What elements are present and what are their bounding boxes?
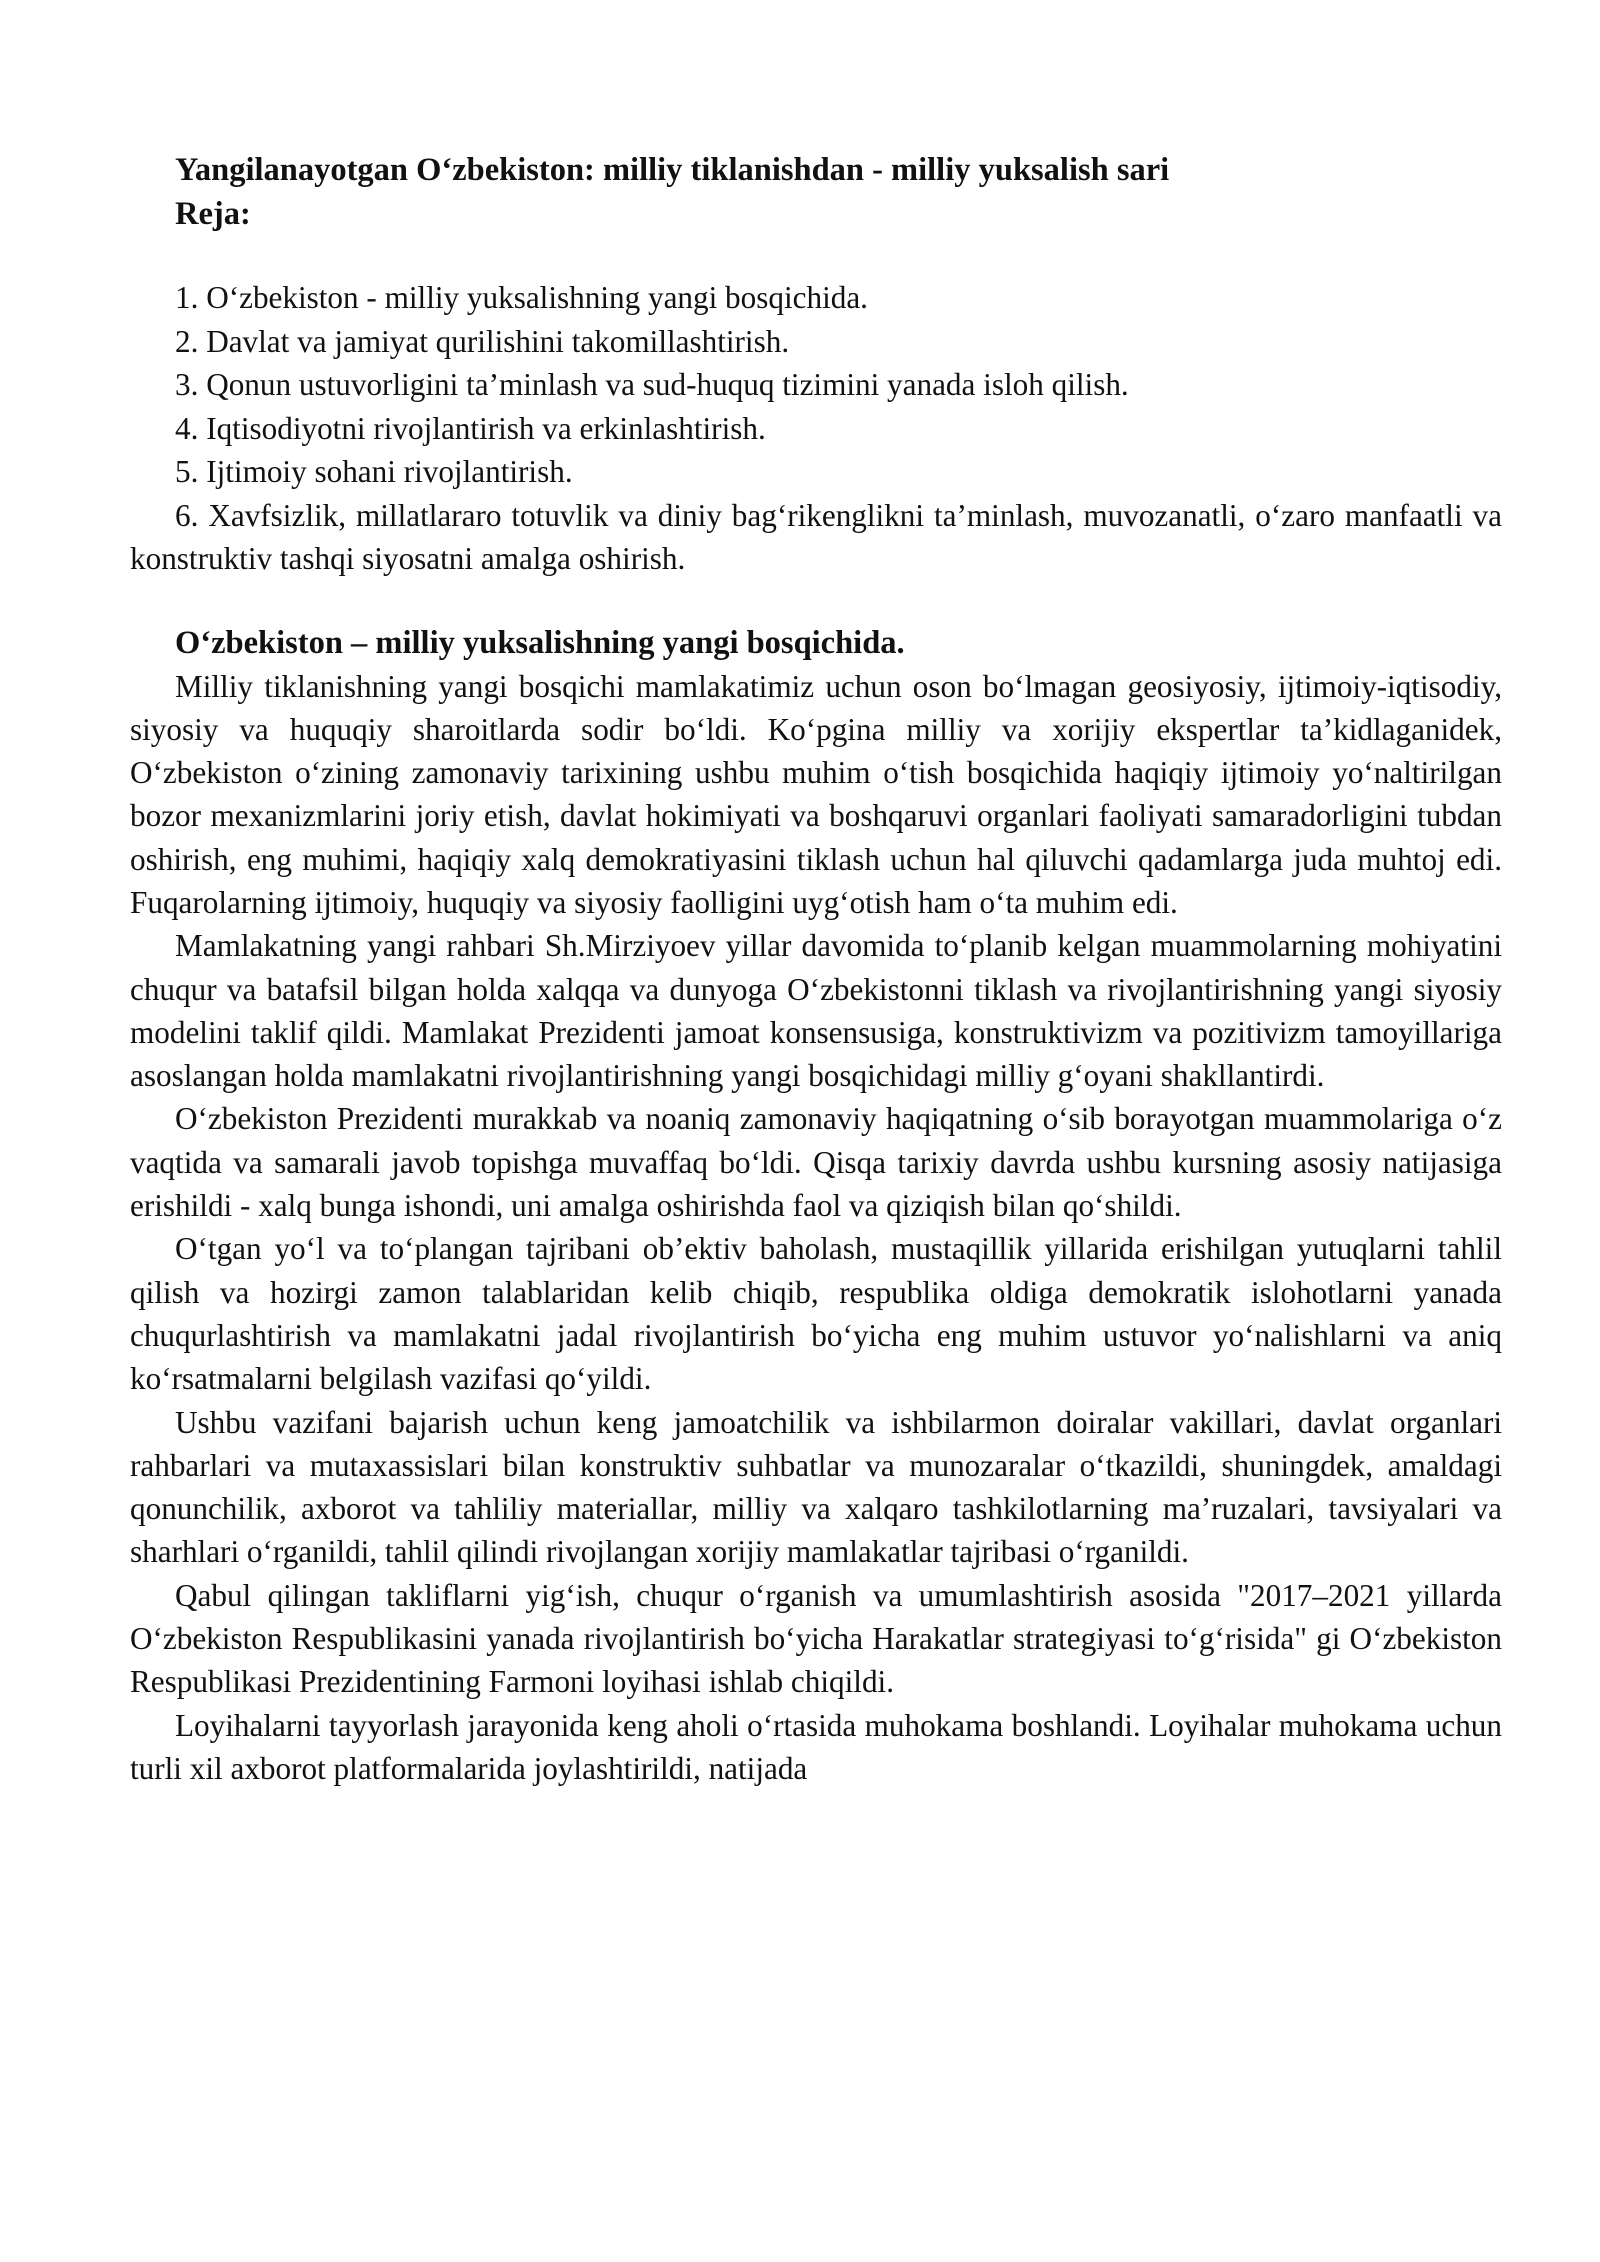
plan-item: 4. Iqtisodiyotni rivojlantirish va erkinlashtirish. — [175, 410, 766, 446]
paragraph: O‘zbekiston Prezidenti murakkab va noaniq zamonaviy haqiqatning o‘sib borayotgan muammolariga o‘z vaqtida va samarali javob topishga muvaffaq bo‘ldi. Qisqa tarixiy davrda ushbu kursning asosiy natijasiga erishildi - xalq bunga ishondi, uni amalga oshirishda faol va qiziqish bilan qo‘shildi. — [130, 1101, 1502, 1224]
plan-label: Reja: — [175, 196, 251, 232]
section-body — [130, 665, 1502, 1791]
paragraph: Mamlakatning yangi rahbari Sh.Mirziyoev yillar davomida to‘planib kelgan muammolarning mohiyatini chuqur va batafsil bilgan holda xalqqa va dunyoga O‘zbekistonni tiklash va rivojlantirishning yangi siyosiy modelini taklif qildi. Mamlakat Prezidenti jamoat konsensusiga, konstruktivizm va pozitivizm tamoyillariga asoslangan holda mamlakatni rivojlantirishning yangi bosqichidagi milliy g‘oyani shakllantirdi. — [130, 928, 1502, 1094]
plan-item: 1. O‘zbekiston - milliy yuksalishning yangi bosqichida. — [175, 280, 868, 315]
document-title: Yangilanayotgan O‘zbekiston: milliy tiklanishdan - milliy yuksalish sari — [175, 152, 1170, 188]
section-heading: O‘zbekiston – milliy yuksalishning yangi bosqichida. — [175, 624, 905, 661]
paragraph: Qabul qilingan takliflarni yig‘ish, chuqur o‘rganish va umumlashtirish asosida "2017–2021 yillarda O‘zbekiston Respublikasini yanada rivojlantirish bo‘yicha Harakatlar strategiyasi to‘g‘risida" gi O‘zbekiston Respublikasi Prezidentining Farmoni loyihasi ishlab chiqildi. — [130, 1577, 1502, 1700]
plan-item: 6. Xavfsizlik, millatlararo totuvlik va diniy bag‘rikenglikni ta’minlash, muvozanatli, o‘zaro manfaatli va konstruktiv tashqi siyosatni amalga oshirish. — [130, 497, 1502, 576]
paragraph: Loyihalarni tayyorlash jarayonida keng aholi o‘rtasida muhokama boshlandi. Loyihalar muhokama uchun turli xil axborot platformalarida joylashtirildi, natijada — [130, 1707, 1502, 1786]
plan-item: 3. Qonun ustuvorligini ta’minlash va sud-huquq tizimini yanada isloh qilish. — [175, 367, 1129, 402]
paragraph: Milliy tiklanishning yangi bosqichi mamlakatimiz uchun oson bo‘lmagan geosiyosiy, ijtimoiy-iqtisodiy, siyosiy va huquqiy sharoitlarda sodir bo‘ldi. Ko‘pgina milliy va xorijiy ekspertlar ta’kidlaganidek, O‘zbekiston o‘zining zamonaviy tarixining ushbu muhim o‘tish bosqichida haqiqiy ijtimoiy yo‘naltirilgan bozor mexanizmlarini joriy etish, davlat hokimiyati va boshqaruvi organlari faoliyati samaradorligini tubdan oshirish, eng muhimi, haqiqiy xalq demokratiyasini tiklash uchun hal qiluvchi qadamlarga juda muhtoj edi. Fuqarolarning ijtimoiy, huquqiy va siyosiy faolligini uyg‘otish ham o‘ta muhim edi. — [130, 668, 1502, 920]
plan-item: 2. Davlat va jamiyat qurilishini takomillashtirish. — [175, 323, 790, 359]
paragraph: Ushbu vazifani bajarish uchun keng jamoatchilik va ishbilarmon doiralar vakillari, davlat organlari rahbarlari va mutaxassislari bilan konstruktiv suhbatlar va munozaralar o‘tkazildi, shuningdek, amaldagi qonunchilik, axborot va tahliliy materiallar, milliy va xalqaro tashkilotlarning ma’ruzalari, tavsiyalari va sharhlari o‘rganildi, tahlil qilindi rivojlangan xorijiy mamlakatlar tajribasi o‘rganildi. — [130, 1404, 1502, 1570]
plan-list — [130, 276, 1502, 581]
paragraph: O‘tgan yo‘l va to‘plangan tajribani ob’ektiv baholash, mustaqillik yillarida erishilgan yutuqlarni tahlil qilish va hozirgi zamon talablaridan kelib chiqib, respublika oldiga demokratik islohotlarni yanada chuqurlashtirish va mamlakatni jadal rivojlantirish bo‘yicha eng muhim ustuvor yo‘nalishlarni va aniq ko‘rsatmalarni belgilash vazifasi qo‘yildi. — [130, 1231, 1502, 1397]
plan-item: 5. Ijtimoiy sohani rivojlantirish. — [175, 454, 573, 489]
